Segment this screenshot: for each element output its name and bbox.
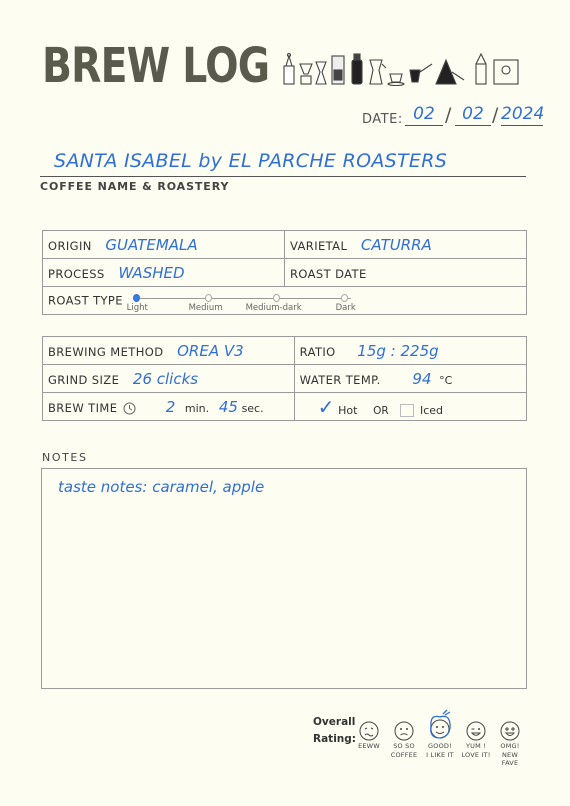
seconds-label: sec. [241,401,264,415]
roast-label-medium: Medium [188,302,223,313]
process-value: WASHED [118,263,185,282]
iced-checkbox[interactable] [400,404,414,417]
date-year-field[interactable]: 2024 [501,104,545,124]
or-label: OR [373,404,389,417]
hot-label: Hot [338,403,358,417]
rating-option-omg[interactable] [491,720,529,768]
date-separator: / [445,104,452,126]
star-eyes-face-icon [499,720,521,742]
clock-icon [123,402,136,415]
coffee-grinder-icon [284,54,294,85]
cold-brew-bottle-icon [352,54,362,84]
hot-check-icon[interactable]: ✓ [317,394,335,419]
roast-date-label: ROAST DATE [290,266,367,281]
roast-type-cell [43,287,527,315]
espresso-machine-icon [494,60,518,84]
date-day-field[interactable]: 02 [405,104,443,126]
rating-label-line-2: Rating: [313,733,356,745]
pour-over-icon [300,64,312,84]
winking-face-icon [465,720,487,742]
notes-text: taste notes: caramel, apple [58,478,265,496]
rating-label-omg: OMG! [500,742,520,750]
varietal-cell[interactable] [285,231,527,259]
brew-time-cell[interactable] [43,393,295,421]
notes-label: NOTES [42,451,88,464]
ratio-value: 15g : 225g [357,341,439,360]
grind-size-value: 26 clicks [132,369,199,388]
brewing-equipment-icons [282,50,522,86]
rating-label-good: GOOD! [428,742,452,750]
rating-label-so-so: SO SO [393,742,415,750]
page-title: BREW LOG [42,38,270,94]
grind-size-cell[interactable] [43,365,295,393]
roast-option-medium-dark[interactable] [273,294,280,302]
brewing-method-cell[interactable] [43,337,295,365]
brewing-method-label: BREWING METHOD [48,344,164,359]
water-temp-unit: °C [439,373,453,387]
rating-label-omg-3: FAVE [501,759,519,767]
chemex-icon [316,62,326,84]
roast-option-light[interactable] [133,294,140,302]
brew-info-table [42,336,527,421]
varietal-label: VARIETAL [290,238,348,253]
iced-label: Iced [419,403,443,417]
origin-cell[interactable] [43,231,285,259]
rating-label-so-so-2: COFFEE [390,750,418,759]
water-temp-value: 94 [412,369,432,388]
cezve-icon [410,64,432,82]
rating-option-eeww[interactable] [350,720,388,751]
roast-option-medium[interactable] [205,294,212,302]
coffee-name-underline [40,176,526,177]
date-month-field[interactable]: 02 [455,104,491,126]
process-label: PROCESS [48,266,105,281]
coffee-name-label: COFFEE NAME & ROASTERY [40,180,230,193]
rating-label-yum-2: LOVE IT! [461,750,491,759]
varietal-value: CATURRA [360,235,432,254]
rating-label-line-1: Overall [313,716,356,728]
rating-label-omg-2: NEW [502,750,518,759]
roast-scale-line [137,298,351,299]
roast-label-medium-dark: Medium-dark [245,302,302,313]
rating-option-so-so[interactable] [385,720,423,759]
ratio-cell[interactable] [294,337,526,365]
water-temp-label: WATER TEMP. [299,372,381,387]
brew-time-seconds: 45 [218,397,238,416]
roast-option-dark[interactable] [341,294,348,302]
process-cell[interactable] [43,259,285,287]
espresso-grinder-icon [476,54,486,84]
roast-type-label: ROAST TYPE [48,293,123,307]
cup-icon [388,74,404,86]
rating-label-eeww: EEWW [358,742,380,750]
rating-option-yum[interactable] [457,720,495,759]
neutral-face-icon [393,720,415,742]
bean-info-table [42,230,527,315]
grind-size-label: GRIND SIZE [48,372,120,387]
water-temp-cell[interactable] [294,365,526,393]
brewing-method-value: OREA V3 [177,341,244,360]
roast-label-light: Light [126,302,148,313]
rating-label-yum: YUM ! [465,742,486,750]
minutes-label: min. [184,401,210,415]
origin-value: GUATEMALA [105,235,198,254]
date-separator: / [492,104,499,126]
roast-type-scale[interactable] [126,289,363,313]
notes-area[interactable] [41,468,527,689]
moka-pot-icon [370,60,386,84]
roast-label-dark: Dark [335,302,356,313]
date-label: DATE: [362,112,403,127]
origin-label: ORIGIN [48,238,92,253]
kettle-icon [436,60,464,84]
rating-option-good[interactable] [421,708,459,759]
roast-date-cell[interactable] [285,259,527,287]
coffee-maker-icon [332,56,344,84]
smiling-face-selected-icon [425,708,455,742]
brew-time-minutes: 2 [165,397,176,416]
ratio-label: RATIO [299,344,336,359]
disgusted-face-icon [358,720,380,742]
brew-time-label: BREW TIME [48,400,118,415]
coffee-name-field[interactable]: SANTA ISABEL by EL PARCHE ROASTERS [54,150,448,172]
rating-label-good-2: I LIKE IT [426,750,454,759]
temperature-type-cell [294,393,526,421]
